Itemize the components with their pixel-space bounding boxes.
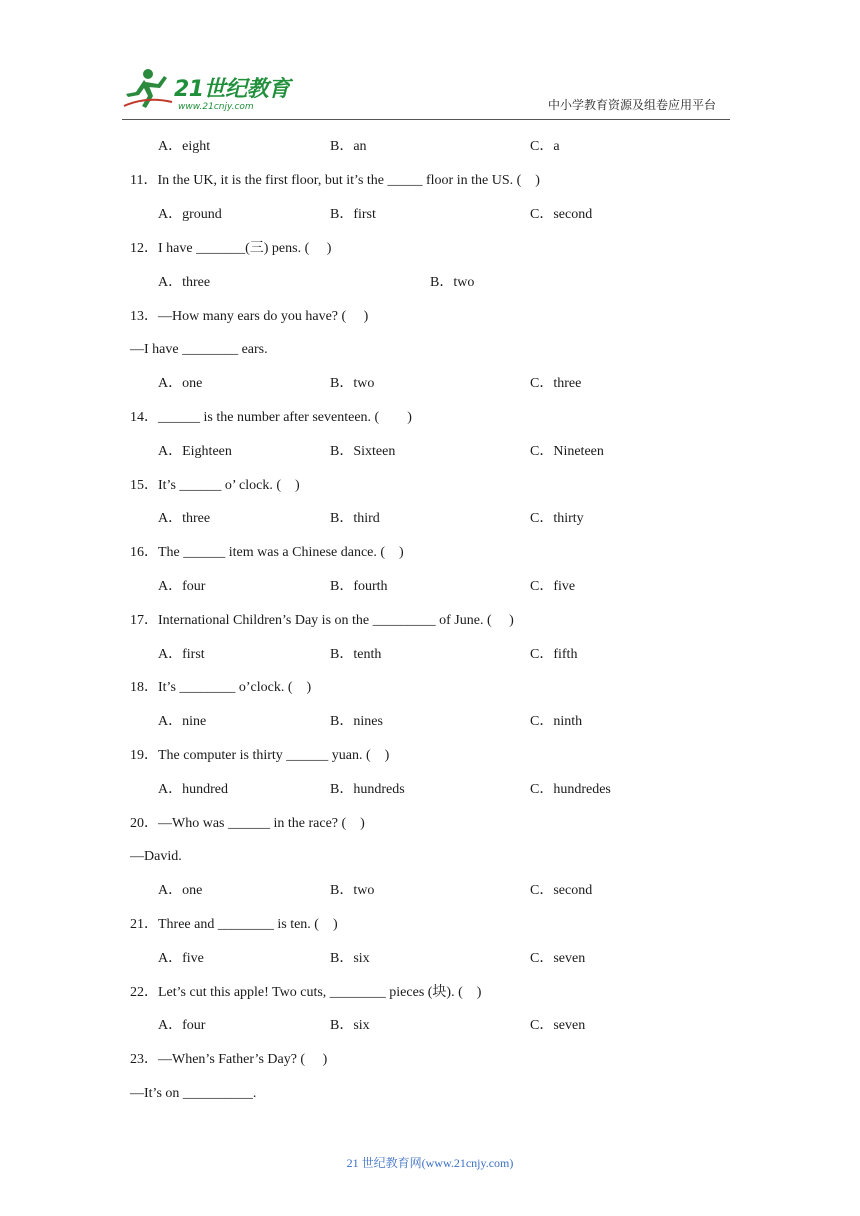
- answer-option[interactable]: C．second: [530, 207, 593, 222]
- answer-option[interactable]: C．a: [530, 139, 560, 154]
- answer-option[interactable]: B．third: [330, 511, 380, 526]
- question-line: 22．Let’s cut this apple! Two cuts, ________ pieces (块). ( ): [130, 985, 482, 1000]
- page-header: [0, 0, 860, 130]
- question-line: 11．In the UK, it is the first floor, but it’s the _____ floor in the US. ( ): [130, 173, 540, 188]
- answer-option[interactable]: C．five: [530, 579, 576, 594]
- answer-option[interactable]: C．hundredes: [530, 782, 611, 797]
- question-line: 23．—When’s Father’s Day? ( ): [130, 1052, 328, 1067]
- answer-option[interactable]: A．ground: [158, 207, 222, 222]
- answer-option[interactable]: B．six: [330, 951, 370, 966]
- answer-option[interactable]: A．hundred: [158, 782, 228, 797]
- logo: [122, 66, 292, 116]
- page-footer: 21 世纪教育网(www.21cnjy.com): [346, 1156, 514, 1170]
- answer-option[interactable]: B．two: [430, 275, 475, 290]
- question-line: 15．It’s ______ o’ clock. ( ): [130, 478, 300, 493]
- answer-option[interactable]: B．two: [330, 883, 375, 898]
- answer-option[interactable]: B．first: [330, 207, 376, 222]
- answer-option[interactable]: B．Sixteen: [330, 444, 396, 459]
- answer-option[interactable]: B．hundreds: [330, 782, 405, 797]
- answer-option[interactable]: A．nine: [158, 714, 207, 729]
- question-line: 13．—How many ears do you have? ( ): [130, 309, 369, 324]
- logo-url: www.21cnjy.com: [178, 102, 254, 112]
- answer-option[interactable]: A．four: [158, 579, 206, 594]
- answer-option[interactable]: A．one: [158, 883, 203, 898]
- answer-option[interactable]: B．an: [330, 139, 367, 154]
- platform-title: 中小学教育资源及组卷应用平台: [548, 98, 717, 112]
- answer-option[interactable]: C．three: [530, 376, 582, 391]
- question-line: 12．I have _______(三) pens. ( ): [130, 241, 332, 256]
- answer-option[interactable]: A．three: [158, 511, 211, 526]
- question-line: —I have ________ ears.: [130, 342, 268, 357]
- question-line: 14．______ is the number after seventeen. ( ): [130, 410, 412, 425]
- answer-option[interactable]: C．seven: [530, 1018, 586, 1033]
- runner-logo-icon: [122, 66, 174, 112]
- answer-option[interactable]: C．Nineteen: [530, 444, 604, 459]
- answer-option[interactable]: C．thirty: [530, 511, 584, 526]
- answer-option[interactable]: C．fifth: [530, 647, 578, 662]
- answer-option[interactable]: B．fourth: [330, 579, 388, 594]
- answer-option[interactable]: B．six: [330, 1018, 370, 1033]
- header-divider: [122, 119, 730, 120]
- answer-option[interactable]: A．five: [158, 951, 204, 966]
- question-line: 19．The computer is thirty ______ yuan. ( ): [130, 748, 390, 763]
- question-line: 20．—Who was ______ in the race? ( ): [130, 816, 365, 831]
- question-line: 21．Three and ________ is ten. ( ): [130, 917, 338, 932]
- answer-option[interactable]: B．nines: [330, 714, 383, 729]
- answer-option[interactable]: A．Eighteen: [158, 444, 232, 459]
- question-line: 18．It’s ________ o’clock. ( ): [130, 680, 312, 695]
- answer-option[interactable]: B．tenth: [330, 647, 382, 662]
- answer-option[interactable]: C．second: [530, 883, 593, 898]
- answer-option[interactable]: A．four: [158, 1018, 206, 1033]
- answer-option[interactable]: C．ninth: [530, 714, 583, 729]
- logo-text: 21世纪教育: [174, 77, 290, 102]
- answer-option[interactable]: A．eight: [158, 139, 211, 154]
- answer-option[interactable]: A．three: [158, 275, 211, 290]
- question-line: 17．International Children’s Day is on the _________ of June. ( ): [130, 613, 514, 628]
- answer-option[interactable]: A．first: [158, 647, 205, 662]
- answer-option[interactable]: C．seven: [530, 951, 586, 966]
- answer-option[interactable]: B．two: [330, 376, 375, 391]
- question-line: 16．The ______ item was a Chinese dance. ( ): [130, 545, 404, 560]
- answer-option[interactable]: A．one: [158, 376, 203, 391]
- question-line: —It’s on __________.: [130, 1086, 257, 1101]
- question-line: —David.: [130, 849, 182, 864]
